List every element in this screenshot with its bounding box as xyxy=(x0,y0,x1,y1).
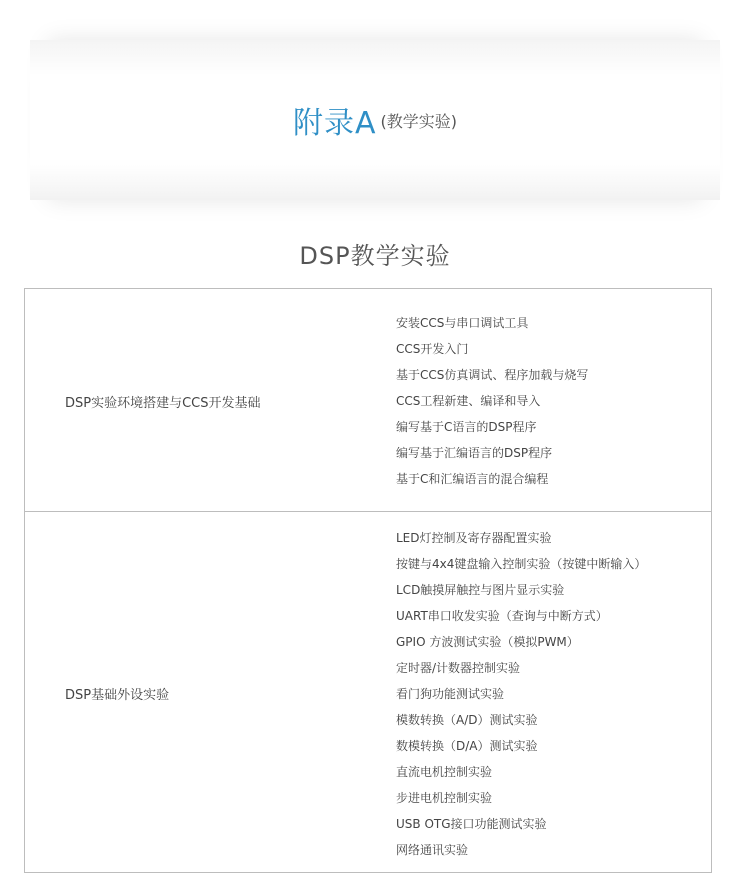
appendix-title: 附录A xyxy=(292,106,377,141)
list-item: UART串口收发实验（查询与中断方式） xyxy=(396,609,608,623)
list-item: 编写基于汇编语言的DSP程序 xyxy=(396,446,553,460)
category-label: DSP实验环境搭建与CCS开发基础 xyxy=(65,396,261,411)
list-item: 编写基于C语言的DSP程序 xyxy=(396,420,537,434)
list-item: 步进电机控制实验 xyxy=(396,791,493,805)
list-item: 安装CCS与串口调试工具 xyxy=(396,316,529,330)
list-item: 按键与4x4键盘输入控制实验（按键中断输入） xyxy=(396,557,647,571)
table-row xyxy=(25,289,711,512)
list-item: USB OTG接口功能测试实验 xyxy=(396,817,547,831)
list-item: CCS工程新建、编译和导入 xyxy=(396,394,541,408)
experiments-table xyxy=(24,288,712,873)
appendix-banner xyxy=(0,0,750,230)
list-item: 定时器/计数器控制实验 xyxy=(396,661,521,675)
list-item: CCS开发入门 xyxy=(396,342,469,356)
list-item: LCD触摸屏触控与图片显示实验 xyxy=(396,583,565,597)
list-item: 模数转换（A/D）测试实验 xyxy=(396,713,538,727)
list-item: LED灯控制及寄存器配置实验 xyxy=(396,531,552,545)
list-item: 看门狗功能测试实验 xyxy=(396,687,505,701)
section-title: DSP教学实验 xyxy=(299,242,451,270)
list-item: 数模转换（D/A）测试实验 xyxy=(396,739,538,753)
list-item: 网络通讯实验 xyxy=(396,843,469,857)
list-item: GPIO 方波测试实验（模拟PWM） xyxy=(396,635,579,649)
list-item: 直流电机控制实验 xyxy=(396,765,493,779)
list-item: 基于CCS仿真调试、程序加载与烧写 xyxy=(396,368,589,382)
experiment-list xyxy=(396,528,646,866)
appendix-subtitle: (教学实验) xyxy=(380,111,458,131)
category-label: DSP基础外设实验 xyxy=(65,688,170,703)
table-row xyxy=(25,512,711,872)
banner-heading xyxy=(0,98,750,142)
list-item: 基于C和汇编语言的混合编程 xyxy=(396,472,549,486)
experiment-list xyxy=(396,313,588,495)
